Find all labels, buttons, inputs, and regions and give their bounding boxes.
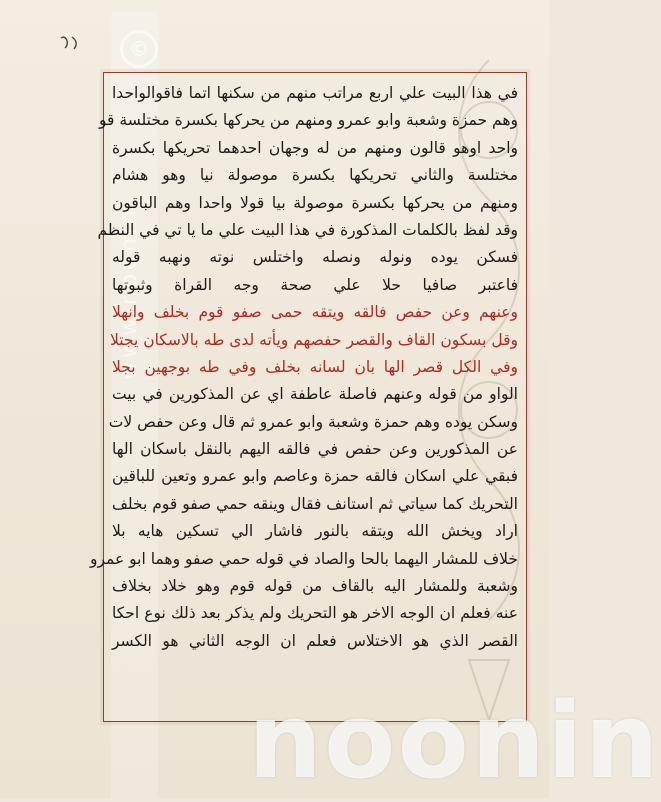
manuscript-line: التحريك كما سياتي ثم استانف فقال وينقه حمي صفو قوم بخلف [111,494,518,513]
manuscript-line [112,655,518,682]
watermark-strip-text: www.noonin [117,206,142,380]
manuscript-line: عنه فعلم ان الوجه الاخر هو التحريك ولم يذكر بعد ذلك نوع احكا [112,604,518,623]
manuscript-text-block [89,80,518,710]
manuscript-line: ومنهم من يحركها بكسرة موصولة بيا قولا واحدا وهم الباقون [112,193,518,212]
manuscript-line: فاعتبر صافيا حلا علي صحة وجه القراة وثبوتها [112,275,518,294]
manuscript-line: مختلسة والثاني تحريكها بكسرة موصولة نيا وهو هشام [112,166,518,185]
manuscript-line: في هذا البيت علي اربع مراتب منهم من سكنها اتما فاقوالواحدا [112,84,518,102]
manuscript-line: فبقي علي اسكان فالقه حمزة وعاصم وابو عمرو وتعين للباقين [112,467,518,486]
manuscript-line: وهم حمزة وشعبة وابو عمرو ومنهم من يحركها بكسرة مختلسة قو [99,111,518,130]
copyright-icon: © [120,30,158,68]
manuscript-line: الواو من قوله وعنهم فاصلة عاطفة اي عن المذكورين في بيت [112,385,518,404]
manuscript-line: وقل بسكون القاف والقصر حفصهم ويأته لدى طه بالاسكان يجتلا [110,330,518,349]
corner-ink-mark [58,34,86,52]
manuscript-line: وشعبة وللمشار اليه بالقاف من قوله قوم وهو خلاد بخلاف [112,577,518,596]
publisher-watermark: noonin [248,680,661,802]
manuscript-line: وسكن يوده وهم حمزة وشعبة وابو عمرو ثم قال وعن حفص لات [108,412,518,431]
manuscript-line: وعنهم وعن حفص فالقه ويتقه حمى صفو قوم بخلف وانهلا [112,303,518,322]
manuscript-line: اراد ويخش الله ويتقه بالنور فاشار الي تسكين هايه بلا [112,522,518,541]
manuscript-line: فسكن يوده ونوله ونصله واختلس نوته ونهبه قوله [112,248,518,267]
manuscript-line: القصر الذي هو الاختلاس فعلم ان الوجه الثاني هو الكسر [112,631,518,650]
manuscript-line: وفي الكل قصر الها بان لسانه بخلف وفي طه بوجهين بجلا [112,357,518,376]
manuscript-line: وقد لفظ بالكلمات المذكورة في هذا البيت علي ما يا تي في النظم [97,220,518,239]
manuscript-line: واحد اوهو قالون ومنهم من له وجهان احدهما تحريكها بكسرة [112,138,518,157]
manuscript-line: عن المذكورين وعن حفص في فالقه اليهم بالنقل باسكان الها [112,440,518,459]
manuscript-line: خلاف للمشار اليهما بالحا والصاد في قوله حمي صفو وهما ابو عمرو [89,549,518,568]
